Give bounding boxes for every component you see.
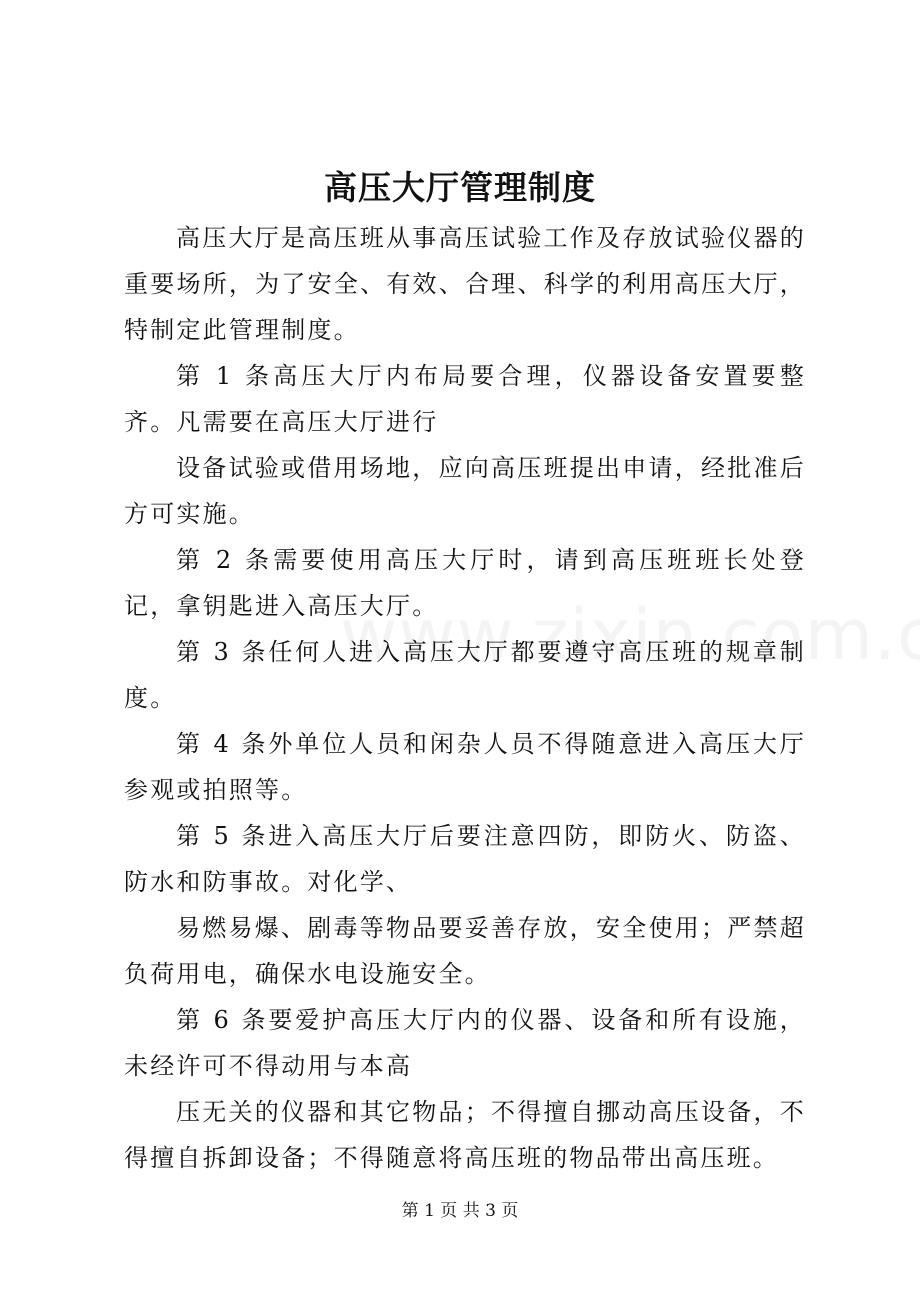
paragraph-article-6: 第 6 条要爱护高压大厅内的仪器、设备和所有设施，未经许可不得动用与本高 xyxy=(124,1006,806,1080)
paragraph-article-3: 第 3 条任何人进入高压大厅都要遵守高压班的规章制度。 xyxy=(124,638,806,712)
document-body xyxy=(124,215,806,1181)
paragraph-article-6-continued: 压无关的仪器和其它物品；不得擅自挪动高压设备，不得擅自拆卸设备；不得随意将高压班的物品带出高压班。 xyxy=(124,1098,806,1172)
document-title: 高压大厅管理制度 xyxy=(324,168,596,207)
paragraph-article-1-continued: 设备试验或借用场地，应向高压班提出申请，经批准后方可实施。 xyxy=(124,454,806,528)
paragraph-article-4: 第 4 条外单位人员和闲杂人员不得随意进入高压大厅参观或拍照等。 xyxy=(124,730,806,804)
paragraph-article-5: 第 5 条进入高压大厅后要注意四防，即防火、防盗、防水和防事故。对化学、 xyxy=(124,822,806,896)
paragraph-article-5-continued: 易燃易爆、剧毒等物品要妥善存放，安全使用；严禁超负荷用电，确保水电设施安全。 xyxy=(124,914,806,988)
paragraph-intro: 高压大厅是高压班从事高压试验工作及存放试验仪器的重要场所，为了安全、有效、合理、科学的利用高压大厅，特制定此管理制度。 xyxy=(124,224,806,344)
paragraph-article-1: 第 1 条高压大厅内布局要合理，仪器设备安置要整齐。凡需要在高压大厅进行 xyxy=(124,362,806,436)
paragraph-article-2: 第 2 条需要使用高压大厅时，请到高压班班长处登记，拿钥匙进入高压大厅。 xyxy=(124,546,806,620)
page-number-footer: 第 1 页 共 3 页 xyxy=(401,1201,519,1221)
